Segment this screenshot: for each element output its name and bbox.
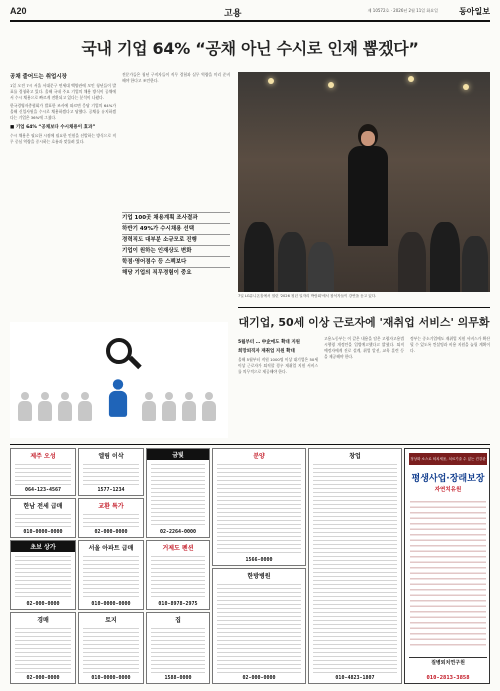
article1-subhead: 공채 줄어드는 취업시장: [10, 74, 67, 80]
featured-ad-company: 질병퇴치연구원: [409, 657, 487, 679]
article2-rule: [238, 307, 490, 308]
article1-paragraph: 한국경영자총협회가 발표한 조사에 따르면 응답 기업의 64%가 올해 신입사원을 수시로 채용하겠다고 답했다. 공채를 유지하겠다는 기업은 36%에 그쳤다.: [10, 103, 116, 120]
featured-ad[interactable]: [404, 448, 490, 684]
event-photo: [238, 72, 490, 292]
article2-headline: 대기업, 50세 이상 근로자에 '재취업 서비스' 의무화: [238, 316, 490, 329]
ad-box[interactable]: 한방병원 02-000-0000: [212, 568, 306, 684]
main-headline: 국내 기업 64% “공채 아닌 수시로 인재 뽑겠다”: [81, 39, 419, 58]
featured-ad-banner: 정상화 소스로 퇴치세움, 치료기술 수 있는 건강관리비 자연치유: [409, 453, 487, 465]
person-icon: [142, 392, 156, 424]
article2-column-3: [410, 336, 490, 440]
page-header: [10, 6, 490, 20]
summary-point: 해당 기업의 직무경험이 중요: [122, 267, 230, 278]
newspaper-logo: 동아일보: [459, 6, 490, 16]
article2-paragraph: 고용노동부는 이 같은 내용을 담은 고령자고용법 시행령 개정안을 입법예고했다고 밝혔다. 퇴직 예정자에게 진로 설계, 취업 알선, 교육 훈련 등을 제공해야 한다.: [324, 336, 404, 359]
photo-caption: 7일 LG유니온홀에서 열린 '2026 청년 일자리 박람회'에서 참석자들이 강연을 듣고 있다.: [238, 294, 377, 298]
article2-column-2: [324, 336, 404, 440]
person-icon: [18, 392, 32, 424]
article1-midhead: ■ 기업 64% “공채보다 수시채용이 효과”: [10, 125, 96, 130]
header-rule: [10, 20, 490, 22]
ad-box[interactable]: 창업 010-4823-1807: [308, 448, 402, 684]
summary-point: 기업 100곳 채용계획 조사결과: [122, 212, 230, 223]
ad-box[interactable]: 금빛 02-2264-0000: [146, 448, 210, 538]
ad-box[interactable]: 거제도 펜션 010-8978-2975: [146, 540, 210, 610]
article1-paragraph: 1일 오전 7시 서울 서대문구 연세대 백양관에 모인 청년들이 발표를 경청하고 있다. 올해 국내 주요 기업의 채용 방식이 공채에서 수시 채용으로 빠르게 전환되고 있다는 분석이 나왔다.: [10, 83, 116, 100]
ad-box[interactable]: 초보 상가 02-000-0000: [10, 540, 76, 610]
featured-ad-subtitle: 자연치유원: [434, 487, 462, 493]
section-name: 고용: [224, 9, 242, 19]
publication-info: 제 10572호 · 2026년 2월 11일 화요일: [367, 8, 438, 13]
person-icon: [78, 392, 92, 424]
article2-subhead-2: 희망퇴직자 재취업 지원 확대: [238, 349, 295, 354]
person-icon: [38, 392, 52, 424]
featured-ad-title: 평생사업·장래보장: [411, 474, 485, 484]
summary-point: 하반기 49%가 수시채용 선택: [122, 223, 230, 234]
summary-point: 학점·영어점수 등 스펙보다: [122, 256, 230, 267]
person-icon: [58, 392, 72, 424]
ads-rule: [10, 444, 490, 445]
ad-box[interactable]: 분양 1566-0000: [212, 448, 306, 566]
ad-box[interactable]: 집 1588-0000: [146, 612, 210, 684]
ad-box[interactable]: 토지 010-0000-0000: [78, 612, 144, 684]
ad-box[interactable]: 한남 전세 급매 010-0000-0000: [10, 498, 76, 538]
ad-box[interactable]: 서울 아파트 급매 010-0000-0000: [78, 540, 144, 610]
summary-point: 경력직도 대부분 소규모로 진행: [122, 234, 230, 245]
ad-box[interactable]: 교환 특가 02-000-0000: [78, 498, 144, 538]
featured-ad-list: [410, 497, 486, 647]
article1-paragraph: 전문가들은 청년 구직자들이 직무 경험과 실무 역량을 미리 준비해야 한다고 조언한다.: [122, 72, 230, 83]
ad-box[interactable]: 제주 오성 064-123-4567: [10, 448, 76, 496]
article2-paragraph: 정부는 중소기업에도 재취업 지원 서비스가 확산될 수 있도록 컨설팅과 비용 지원을 늘릴 계획이다.: [410, 336, 490, 353]
summary-point: 기업이 원하는 인재상도 변화: [122, 245, 230, 256]
ad-box[interactable]: 엘림 이삭 1577-1234: [78, 448, 144, 496]
featured-ad-phone: 010-2813-3858: [426, 675, 470, 681]
magnifier-handle: [128, 356, 141, 369]
hiring-illustration: [10, 322, 228, 438]
page-number: A20: [10, 6, 27, 16]
article1-paragraph: 수시 채용은 필요한 시점에 필요한 인원을 선발하는 방식으로 직무 중심 역량을 중시하는 흐름과 맞물려 있다.: [10, 133, 116, 144]
classified-ads: [10, 448, 490, 684]
article2-column-1: [238, 336, 318, 440]
summary-points-box: [122, 212, 230, 278]
selected-person-icon: [109, 379, 127, 421]
person-icon: [182, 392, 196, 424]
speaker-figure: [348, 124, 388, 244]
article2-subhead: 5월부터 … 中企에도 확대 지원: [238, 340, 301, 345]
article1-column-2: [122, 72, 230, 316]
ad-box[interactable]: 경매 02-000-0000: [10, 612, 76, 684]
person-icon: [202, 392, 216, 424]
article1-column-1: [10, 72, 116, 316]
article2-paragraph: 올해 5월부터 직원 1000명 이상 대기업은 50세 이상 근로자가 퇴직할 경우 재취업 지원 서비스를 의무적으로 제공해야 한다.: [238, 357, 318, 374]
person-icon: [162, 392, 176, 424]
